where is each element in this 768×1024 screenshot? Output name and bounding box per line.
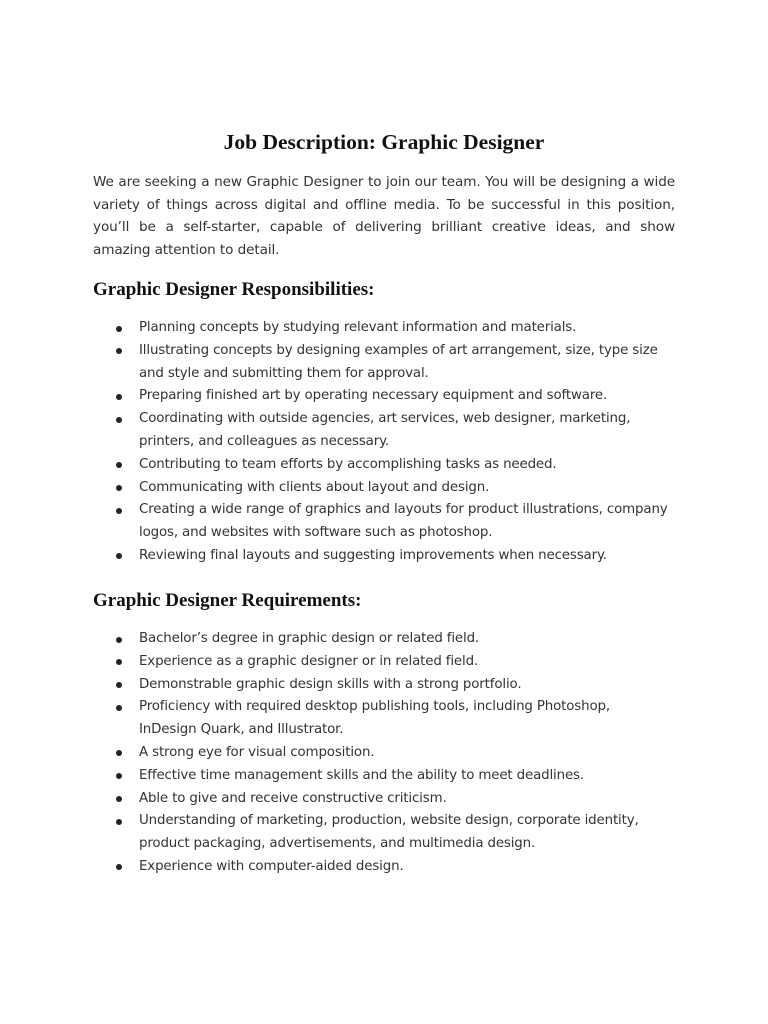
list-item-text: Reviewing final layouts and suggesting improvements when necessary. [139, 547, 607, 563]
bullet-icon [116, 417, 122, 423]
list-item-text: Demonstrable graphic design skills with a strong portfolio. [139, 676, 522, 692]
list-item-text: Creating a wide range of graphics and layouts for product illustrations, company logos, and websites with software such as photoshop. [139, 502, 668, 541]
list-item [93, 385, 669, 408]
bullet-icon [116, 659, 122, 665]
list-item [93, 696, 669, 742]
list-item [93, 545, 669, 568]
list-item-text: Planning concepts by studying relevant information and materials. [139, 320, 577, 335]
list-item-text: Effective time management skills and the ability to meet deadlines. [139, 767, 584, 783]
bullet-icon [116, 394, 122, 400]
list-item [93, 674, 669, 697]
list-item-text: Experience with computer-aided design. [139, 858, 404, 874]
bullet-icon [116, 864, 122, 870]
list-item-text: Preparing finished art by operating necessary equipment and software. [139, 388, 608, 404]
bullet-icon [116, 348, 122, 354]
list-item [93, 317, 669, 340]
list-item [93, 788, 669, 811]
list-item [93, 340, 669, 386]
bullet-icon [116, 553, 122, 559]
list-item [93, 477, 669, 500]
list-item [93, 810, 669, 856]
bullet-icon [116, 508, 122, 514]
list-item-text: Communicating with clients about layout and design. [139, 479, 490, 495]
bullet-icon [116, 796, 122, 802]
bullet-icon [116, 773, 122, 779]
list-item-text: Bachelor’s degree in graphic design or related field. [139, 631, 480, 646]
list-item-text: Understanding of marketing, production, website design, corporate identity, product packaging, advertisements, and multimedia design. [139, 813, 639, 852]
list-item [93, 454, 669, 477]
list-item-text: Experience as a graphic designer or in related field. [139, 653, 479, 669]
intro-paragraph: We are seeking a new Graphic Designer to join our team. You will be designing a wide variety of things across digital and offline media. To be successful in this position, you’ll be a self-starter, capable of delivering brilliant creative ideas, and show amazing attention to detail. [93, 174, 675, 259]
list-item [93, 628, 669, 651]
list-item-text: Illustrating concepts by designing examples of art arrangement, size, type size and style and submitting them for approval. [139, 342, 658, 381]
list-item [93, 651, 669, 674]
bullet-icon [116, 682, 122, 688]
bullet-icon [116, 637, 122, 643]
responsibilities-list [93, 317, 675, 568]
list-item-text: Contributing to team efforts by accomplishing tasks as needed. [139, 456, 557, 472]
list-item-text: A strong eye for visual composition. [139, 744, 375, 760]
list-item-text: Coordinating with outside agencies, art services, web designer, marketing, printers, and colleagues as necessary. [139, 411, 631, 449]
requirements-heading: Graphic Designer Requirements: [93, 590, 362, 611]
list-item-text: Able to give and receive constructive criticism. [139, 790, 447, 806]
bullet-icon [116, 819, 122, 825]
list-item [93, 408, 669, 454]
bullet-icon [116, 326, 122, 332]
bullet-icon [116, 462, 122, 468]
bullet-icon [116, 485, 122, 491]
document-title: Job Description: Graphic Designer [223, 130, 545, 154]
responsibilities-heading: Graphic Designer Responsibilities: [93, 279, 375, 300]
list-item-text: Proficiency with required desktop publishing tools, including Photoshop, InDesign Quark, and Illustrator. [139, 699, 610, 738]
bullet-icon [116, 750, 122, 756]
list-item [93, 856, 669, 879]
list-item [93, 742, 669, 765]
list-item [93, 499, 669, 545]
bullet-icon [116, 705, 122, 711]
list-item [93, 765, 669, 788]
requirements-list [93, 628, 675, 879]
